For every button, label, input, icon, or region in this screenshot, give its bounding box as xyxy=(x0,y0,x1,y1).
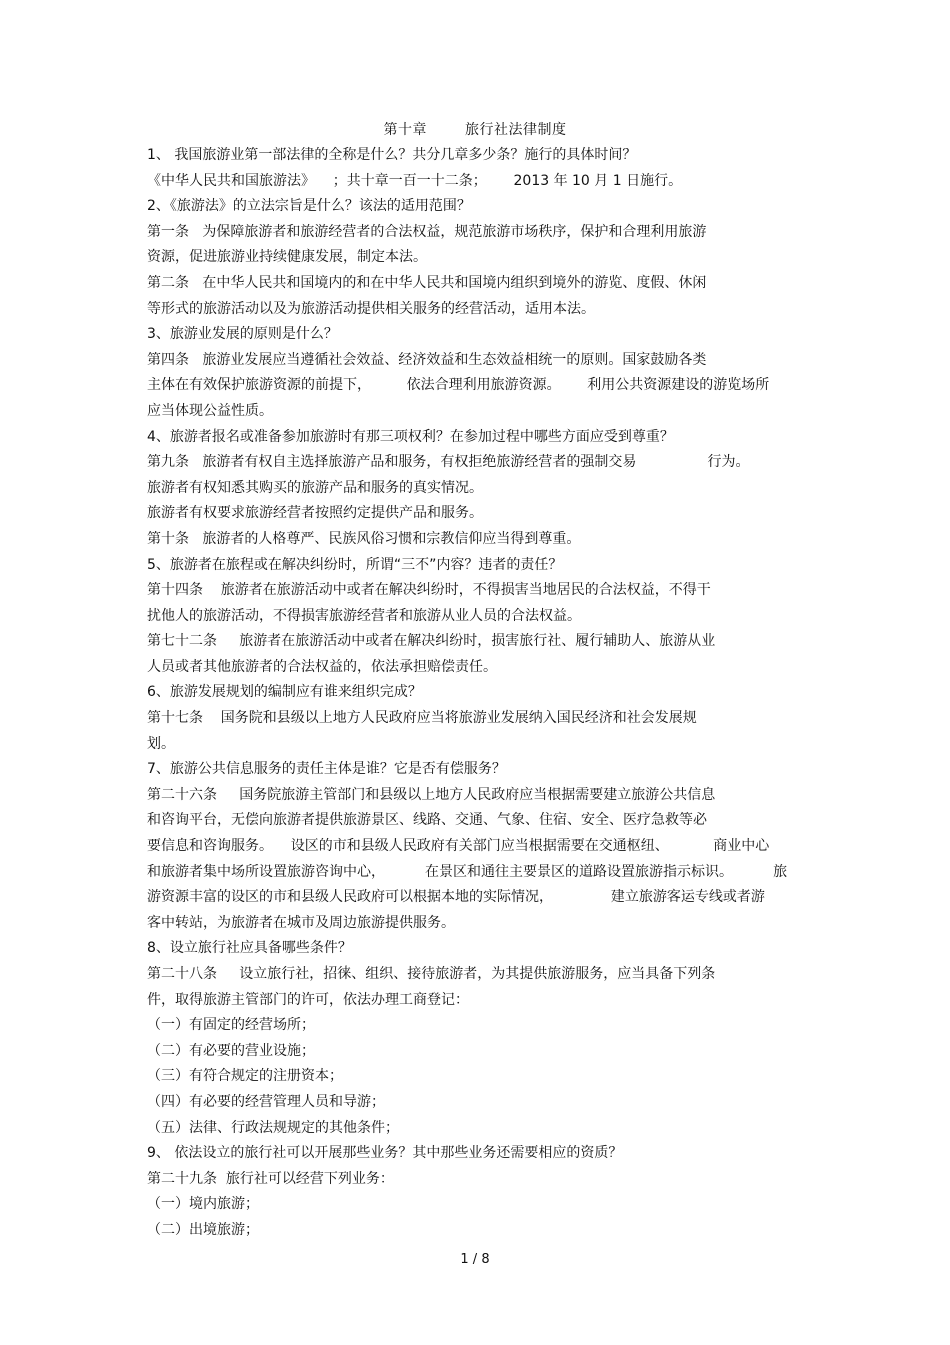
page-number: 1 / 8 xyxy=(460,1252,490,1267)
chapter-heading xyxy=(0,119,950,139)
text-line: 第十四条 旅游者在旅游活动中或者在解决纠纷时，不得损害当地居民的合法权益，不得干 xyxy=(147,582,711,599)
text-line: （二）有必要的营业设施； xyxy=(147,1042,315,1059)
text-line: 应当体现公益性质。 xyxy=(147,402,273,419)
text-line: 4、旅游者报名或准备参加旅游时有那三项权利？在参加过程中哪些方面应受到尊重？ xyxy=(147,428,674,445)
text-line: 旅游者有权要求旅游经营者按照约定提供产品和服务。 xyxy=(147,505,483,522)
text-line: 第一条 为保障旅游者和旅游经营者的合法权益，规范旅游市场秩序，保护和合理利用旅游 xyxy=(147,223,707,240)
text-line: （一）境内旅游； xyxy=(147,1196,259,1213)
text-line: 旅游者有权知悉其购买的旅游产品和服务的真实情况。 xyxy=(147,479,483,496)
text-line: 1、 我国旅游业第一部法律的全称是什么？共分几章多少条？施行的具体时间？ xyxy=(147,147,637,163)
text-line: 和咨询平台，无偿向旅游者提供旅游景区、线路、交通、气象、住宿、安全、医疗急救等必 xyxy=(147,812,707,829)
text-line: 主体在有效保护旅游资源的前提下， 依法合理利用旅游资源。 利用公共资源建设的游览场所 xyxy=(147,377,770,394)
text-line: 《中华人民共和国旅游法》 ；共十章一百一十二条； 2013 年 10 月 1 日施行。 xyxy=(147,172,683,189)
chapter-number: 第十章 xyxy=(383,122,427,138)
text-line: 划。 xyxy=(147,735,175,752)
text-line: 和旅游者集中场所设置旅游咨询中心， 在景区和通往主要景区的道路设置旅游指示标识。 旅 xyxy=(147,863,788,880)
text-line: 游资源丰富的设区的市和县级人民政府可以根据本地的实际情况， 建立旅游客运专线或者游 xyxy=(147,889,765,906)
chapter-title: 旅行社法律制度 xyxy=(465,122,567,138)
text-line: 第十七条 国务院和县级以上地方人民政府应当将旅游业发展纳入国民经济和社会发展规 xyxy=(147,710,697,727)
text-line: （二）出境旅游； xyxy=(147,1221,259,1238)
text-line: 第二十九条 旅行社可以经营下列业务： xyxy=(147,1170,394,1187)
document-body xyxy=(147,143,817,1244)
text-line: （五）法律、行政法规规定的其他条件； xyxy=(147,1119,399,1136)
text-line: 第七十二条 旅游者在旅游活动中或者在解决纠纷时，损害旅行社、履行辅助人、旅游从业 xyxy=(147,633,716,650)
text-line: 第十条 旅游者的人格尊严、民族风俗习惯和宗教信仰应当得到尊重。 xyxy=(147,530,581,547)
text-line: 第二条 在中华人民共和国境内的和在中华人民共和国境内组织到境外的游览、度假、休闲 xyxy=(147,274,707,291)
text-line: 第二十六条 国务院旅游主管部门和县级以上地方人民政府应当根据需要建立旅游公共信息 xyxy=(147,786,716,803)
text-line: 第四条 旅游业发展应当遵循社会效益、经济效益和生态效益相统一的原则。国家鼓励各类 xyxy=(147,351,707,368)
text-line: 件，取得旅游主管部门的许可，依法办理工商登记： xyxy=(147,991,469,1008)
text-line: 9、 依法设立的旅行社可以开展那些业务？其中那些业务还需要相应的资质？ xyxy=(147,1145,623,1162)
text-line: 5、旅游者在旅程或在解决纠纷时，所谓“三不”内容？违者的责任？ xyxy=(147,556,563,573)
text-line: （三）有符合规定的注册资本； xyxy=(147,1068,343,1085)
text-line: 7、旅游公共信息服务的责任主体是谁？它是否有偿服务？ xyxy=(147,761,506,778)
text-line: 第二十八条 设立旅行社，招徕、组织、接待旅游者，为其提供旅游服务，应当具备下列条 xyxy=(147,966,716,982)
text-line: （四）有必要的经营管理人员和导游； xyxy=(147,1093,385,1110)
text-line: 人员或者其他旅游者的合法权益的，依法承担赔偿责任。 xyxy=(147,658,497,675)
text-line: 资源，促进旅游业持续健康发展，制定本法。 xyxy=(147,249,427,266)
text-line: 8、设立旅行社应具备哪些条件？ xyxy=(147,940,352,957)
text-line: 6、旅游发展规划的编制应有谁来组织完成？ xyxy=(147,684,422,701)
text-line: 客中转站，为旅游者在城市及周边旅游提供服务。 xyxy=(147,914,455,931)
text-line: 等形式的旅游活动以及为旅游活动提供相关服务的经营活动，适用本法。 xyxy=(147,300,595,317)
text-line: 要信息和咨询服务。 设区的市和县级人民政府有关部门应当根据需要在交通枢纽、 商业中心 xyxy=(147,838,770,855)
text-line: 第九条 旅游者有权自主选择旅游产品和服务，有权拒绝旅游经营者的强制交易 行为。 xyxy=(147,454,750,471)
text-line: 扰他人的旅游活动，不得损害旅游经营者和旅游从业人员的合法权益。 xyxy=(147,607,581,624)
text-line: 2、《旅游法》的立法宗旨是什么？该法的适用范围？ xyxy=(147,198,471,215)
text-line: （一）有固定的经营场所； xyxy=(147,1017,315,1034)
text-line: 3、旅游业发展的原则是什么？ xyxy=(147,326,338,343)
